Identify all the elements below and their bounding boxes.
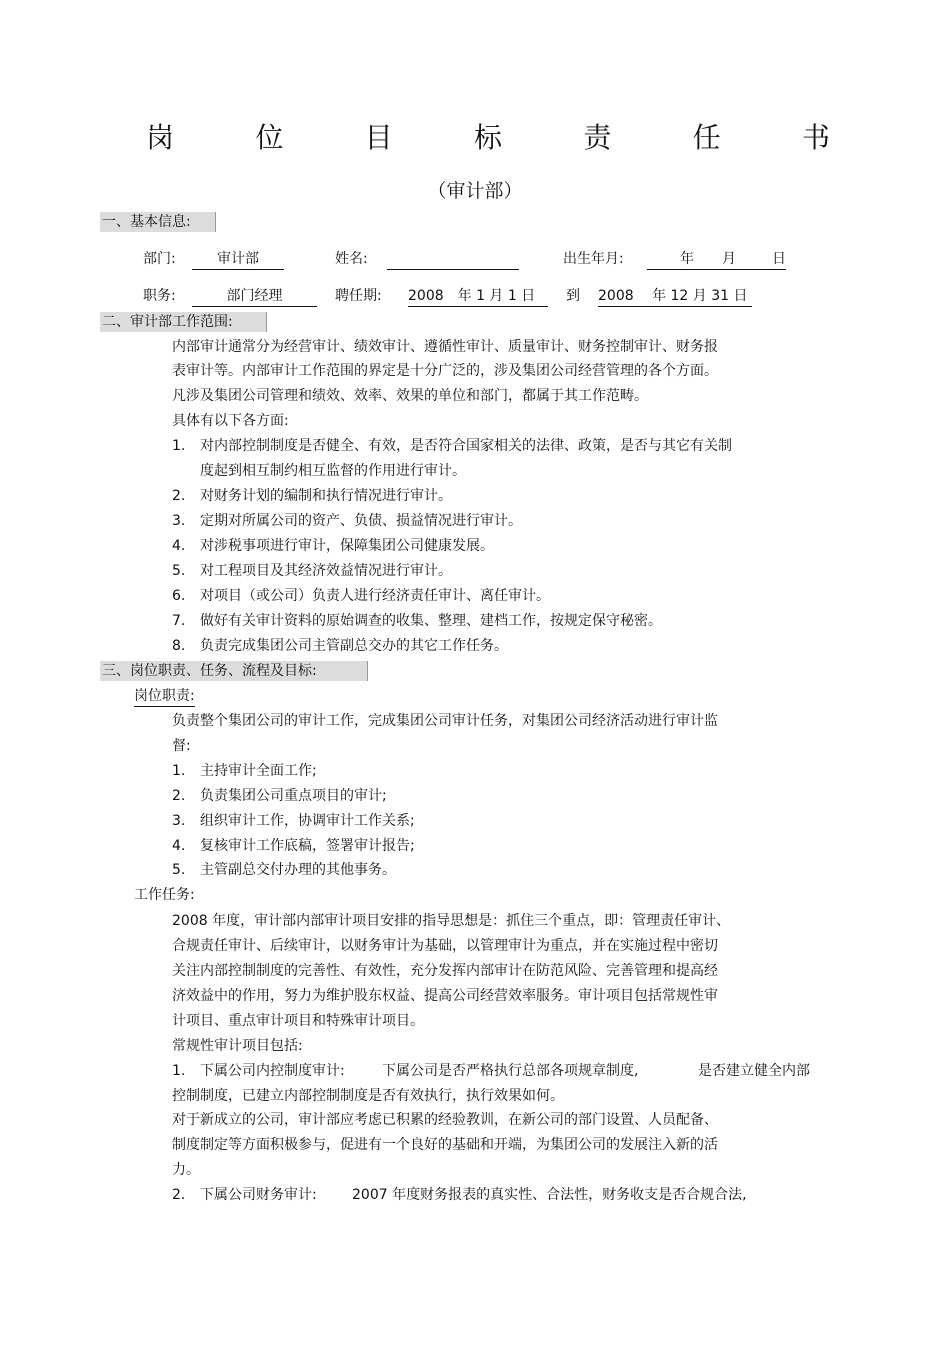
- list-item-number: 3.: [172, 813, 186, 829]
- list-item-text: 负责完成集团公司主管副总交办的其它工作任务。: [200, 638, 508, 654]
- title-char: 标: [473, 121, 502, 154]
- paragraph-line: 力。: [172, 1162, 200, 1178]
- term-start: 2008 年 1 月 1 日: [408, 289, 548, 307]
- term-label: 聘任期:: [335, 288, 382, 304]
- paragraph-line: 制度制定等方面积极参与，促进有一个良好的基础和开端，为集团公司的发展注入新的活: [172, 1137, 718, 1153]
- paragraph-line: 具体有以下各方面:: [172, 413, 289, 429]
- list-item-number: 8.: [172, 638, 186, 654]
- list-item-number: 3.: [172, 513, 186, 529]
- list-item-text: 主管副总交付办理的其他事务。: [200, 862, 396, 878]
- list-item-text: 度起到相互制约相互监督的作用进行审计。: [200, 463, 466, 479]
- name-label: 姓名:: [335, 251, 368, 267]
- list-item-text: 下属公司是否严格执行总部各项规章制度,: [382, 1063, 639, 1079]
- paragraph-line: 2008 年度，审计部内部审计项目安排的指导思想是：抓住三个重点，即：管理责任审计、: [172, 913, 731, 929]
- list-item-text: 主持审计全面工作;: [200, 763, 317, 779]
- birth-month-label: 月: [722, 251, 736, 267]
- list-item-text: 对财务计划的编制和执行情况进行审计。: [200, 488, 452, 504]
- duty-subheading-text: 岗位职责:: [134, 688, 195, 707]
- list-item-number: 1.: [172, 1063, 186, 1079]
- title-char: 责: [583, 121, 612, 154]
- list-item-text: 对涉税事项进行审计，保障集团公司健康发展。: [200, 538, 494, 554]
- title-char: 书: [801, 121, 830, 154]
- list-item-text: 定期对所属公司的资产、负债、损益情况进行审计。: [200, 513, 522, 529]
- birth-label: 出生年月:: [563, 251, 624, 267]
- list-item-number: 5.: [172, 862, 186, 878]
- list-item-text: 复核审计工作底稿，签署审计报告;: [200, 838, 415, 854]
- title-char: 目: [364, 121, 393, 154]
- document-title: [146, 121, 830, 154]
- section-heading-duties: 三、岗位职责、任务、流程及目标:: [100, 661, 368, 681]
- name-value: [387, 252, 519, 270]
- paragraph-line: 负责整个集团公司的审计工作，完成集团公司审计任务，对集团公司经济活动进行审计监: [172, 713, 718, 729]
- list-item-text: 2007 年度财务报表的真实性、合法性，财务收支是否合规合法,: [352, 1187, 747, 1203]
- list-item-text: 下属公司财务审计:: [200, 1187, 317, 1203]
- list-item-number: 2.: [172, 1187, 186, 1203]
- paragraph-line: 凡涉及集团公司管理和绩效、效率、效果的单位和部门，都属于其工作范畴。: [172, 388, 648, 404]
- paragraph-line: 控制制度，已建立内部控制制度是否有效执行，执行效果如何。: [172, 1088, 564, 1104]
- title-char: 岗: [146, 121, 175, 154]
- list-item-text: 组织审计工作，协调审计工作关系;: [200, 813, 415, 829]
- paragraph-line: 对于新成立的公司，审计部应考虑已积累的经验教训，在新公司的部门设置、人员配备、: [172, 1112, 718, 1128]
- paragraph-line: 表审计等。内部审计工作范围的界定是十分广泛的，涉及集团公司经营管理的各个方面。: [172, 363, 718, 379]
- paragraph-line: 合规责任审计、后续审计，以财务审计为基础，以管理审计为重点，并在实施过程中密切: [172, 938, 718, 954]
- list-item-number: 1.: [172, 763, 186, 779]
- dept-value: 审计部: [192, 252, 284, 270]
- term-end: 2008 年 12 月 31 日: [598, 289, 752, 307]
- list-item-number: 4.: [172, 838, 186, 854]
- list-item-number: 4.: [172, 538, 186, 554]
- list-item-number: 5.: [172, 563, 186, 579]
- task-subheading: 工作任务:: [134, 887, 195, 903]
- title-char: 任: [692, 121, 721, 154]
- birth-value: [647, 252, 786, 270]
- list-item-number: 7.: [172, 613, 186, 629]
- list-item-number: 1.: [172, 438, 186, 454]
- birth-day-label: 日: [772, 251, 786, 267]
- list-item-text: 对项目（或公司）负责人进行经济责任审计、离任审计。: [200, 588, 550, 604]
- duty-subheading: [134, 689, 195, 703]
- section-heading-work-scope: 二、审计部工作范围:: [100, 312, 267, 332]
- list-item-text: 负责集团公司重点项目的审计;: [200, 788, 387, 804]
- list-item-text: 对内部控制制度是否健全、有效，是否符合国家相关的法律、政策，是否与其它有关制: [200, 438, 732, 454]
- dept-label: 部门:: [143, 251, 176, 267]
- title-char: 位: [255, 121, 284, 154]
- list-item-number: 2.: [172, 788, 186, 804]
- list-item-text: 是否建立健全内部: [698, 1063, 810, 1079]
- list-item-text: 对工程项目及其经济效益情况进行审计。: [200, 563, 452, 579]
- paragraph-line: 计项目、重点审计项目和特殊审计项目。: [172, 1013, 424, 1029]
- paragraph-line: 督:: [172, 738, 191, 754]
- list-item-text: 做好有关审计资料的原始调查的收集、整理、建档工作，按规定保守秘密。: [200, 613, 662, 629]
- paragraph-line: 内部审计通常分为经营审计、绩效审计、遵循性审计、质量审计、财务控制审计、财务报: [172, 339, 718, 355]
- position-value: 部门经理: [192, 289, 317, 307]
- paragraph-line: 常规性审计项目包括:: [172, 1038, 303, 1054]
- paragraph-line: 济效益中的作用，努力为维护股东权益、提高公司经营效率服务。审计项目包括常规性审: [172, 988, 718, 1004]
- position-label: 职务:: [143, 288, 176, 304]
- paragraph-line: 关注内部控制制度的完善性、有效性，充分发挥内部审计在防范风险、完善管理和提高经: [172, 963, 718, 979]
- document-subtitle: （审计部）: [427, 180, 523, 202]
- list-item-text: 下属公司内控制度审计:: [200, 1063, 345, 1079]
- term-to: 到: [566, 288, 580, 304]
- birth-year-label: 年: [680, 251, 694, 267]
- list-item-number: 2.: [172, 488, 186, 504]
- list-item-number: 6.: [172, 588, 186, 604]
- section-heading-basic-info: 一、基本信息:: [100, 212, 216, 232]
